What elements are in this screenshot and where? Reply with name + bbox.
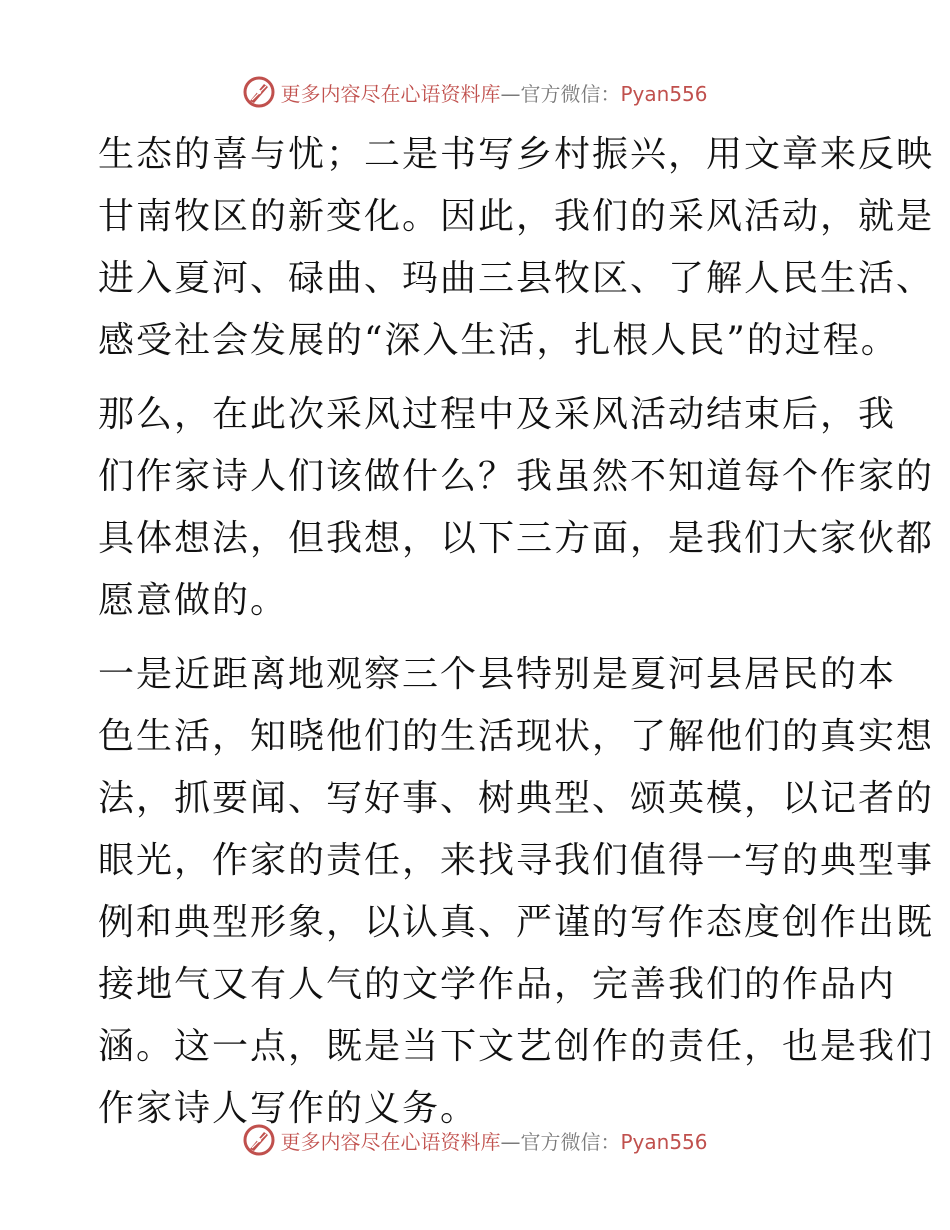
footer-main-text: 更多内容尽在心语资料库: [280, 1129, 501, 1154]
text-line: 感受社会发展的“深入生活，扎根人民”的过程。: [98, 320, 899, 361]
paragraph-2: [98, 384, 935, 632]
paragraph-3: [98, 644, 935, 1140]
text-line: 法，抓要闻、写好事、树典型、颂英模，以记者的: [98, 778, 935, 819]
footer-text: [280, 1126, 707, 1155]
text-line: 甘南牧区的新变化。因此，我们的采风活动，就是: [98, 196, 935, 237]
text-line: 眼光，作家的责任，来找寻我们值得一写的典型事: [98, 840, 935, 881]
header-dash: —: [500, 81, 521, 106]
paragraph-1: [98, 124, 935, 372]
text-line: 接地气又有人气的文学作品，完善我们的作品内: [98, 964, 897, 1005]
footer-banner: [0, 1120, 950, 1160]
header-banner: [0, 72, 950, 112]
header-main-text: 更多内容尽在心语资料库: [280, 81, 501, 106]
text-line: 生态的喜与忧；二是书写乡村振兴，用文章来反映: [98, 134, 935, 175]
footer-wechat-label: 官方微信：: [520, 1129, 621, 1154]
document-body: [98, 124, 935, 1140]
footer-dash: —: [500, 1129, 521, 1154]
paragraph-gap: [98, 372, 858, 384]
text-line: 进入夏河、碌曲、玛曲三县牧区、了解人民生活、: [98, 258, 935, 299]
text-line: 例和典型形象，以认真、严谨的写作态度创作出既: [98, 902, 935, 943]
header-wechat-id: Pyan556: [620, 81, 708, 106]
quill-pen-logo-icon: [242, 75, 276, 109]
header-text: [280, 78, 707, 107]
paragraph-gap: [98, 632, 858, 644]
text-line: 具体想法，但我想，以下三方面，是我们大家伙都: [98, 518, 935, 559]
text-line: 色生活，知晓他们的生活现状，了解他们的真实想: [98, 716, 935, 757]
text-line: 作家诗人写作的义务。: [98, 1088, 479, 1129]
footer-wechat-id: Pyan556: [620, 1129, 708, 1154]
text-line: 一是近距离地观察三个县特别是夏河县居民的本: [98, 654, 897, 695]
text-line: 涵。这一点，既是当下文艺创作的责任，也是我们: [98, 1026, 935, 1067]
text-line: 们作家诗人们该做什么？我虽然不知道每个作家的: [98, 456, 935, 497]
text-line: 那么，在此次采风过程中及采风活动结束后，我: [98, 394, 897, 435]
quill-pen-logo-icon: [242, 1123, 276, 1157]
header-wechat-label: 官方微信：: [520, 81, 621, 106]
text-line: 愿意做的。: [98, 580, 289, 621]
